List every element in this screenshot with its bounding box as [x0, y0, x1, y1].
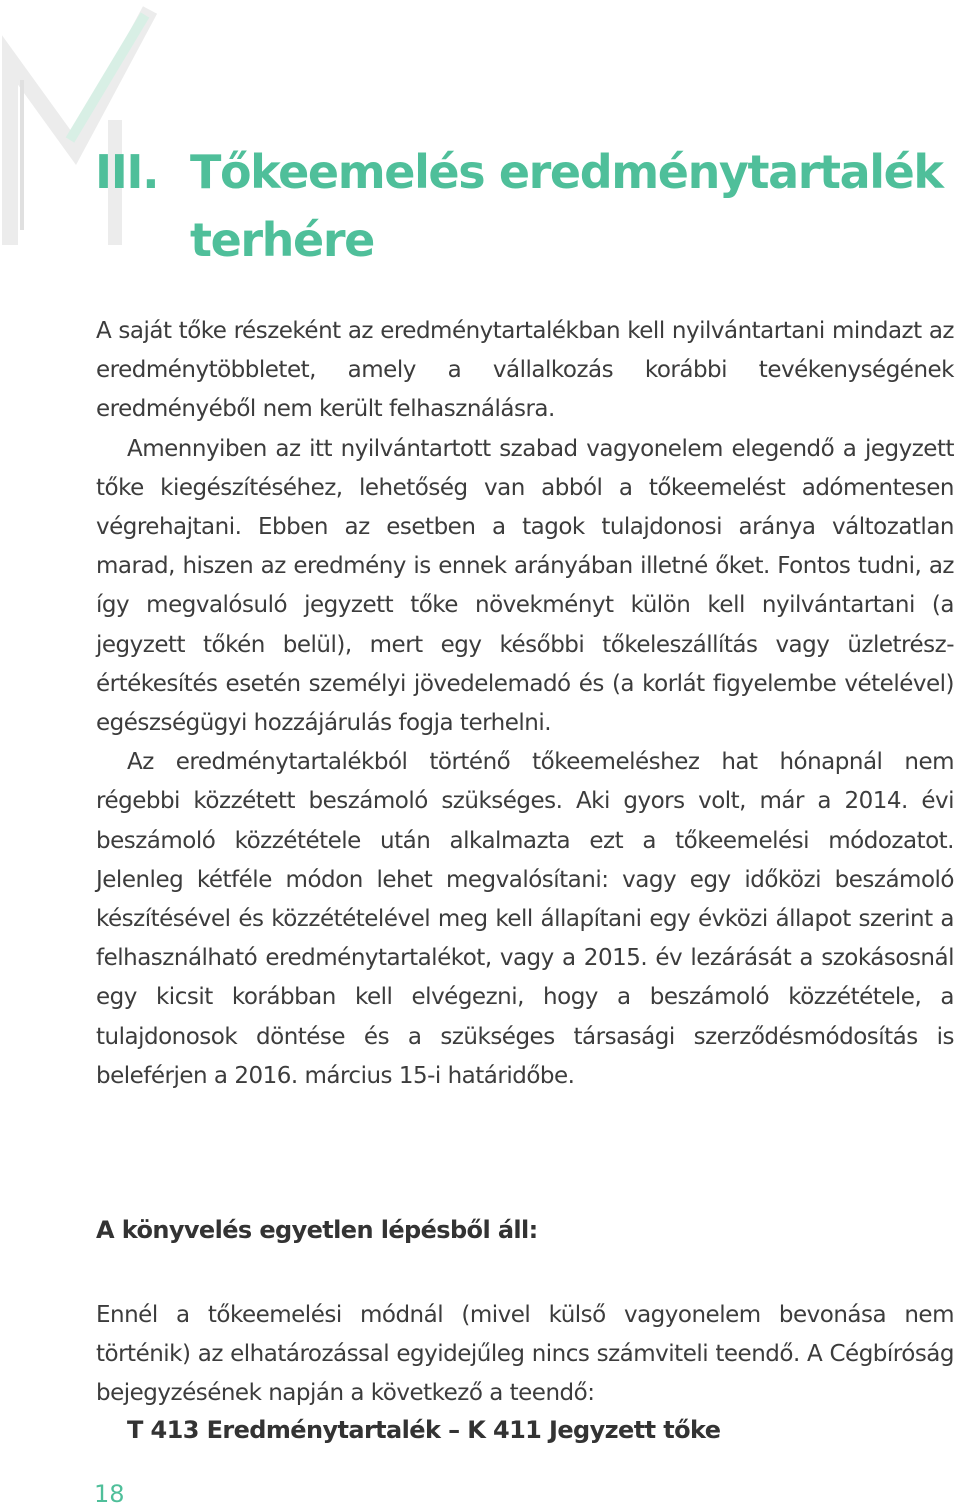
section-subheading: A könyvelés egyetlen lépésből áll: [96, 1216, 538, 1244]
chapter-number: III. [95, 145, 159, 199]
closing-text [96, 1296, 954, 1414]
chapter-title: Tőkeemelés eredménytartalék terhére [190, 145, 943, 267]
page-number: 18 [94, 1480, 125, 1508]
body-text [96, 312, 954, 1096]
paragraph: A saját tőke részeként az eredménytartalékban kell nyilvántartani mindazt az eredménytöbbletet, amely a vállalkozás korábbi tevékenységének eredményéből nem került felhasználásra. [96, 318, 954, 423]
paragraph: Az eredménytartalékból történő tőkeemeléshez hat hónapnál nem régebbi közzétett beszámoló szükséges. Aki gyors volt, már a 2014. évi beszámoló közzététele után alkalmazta ezt a tőkeemelési módozatot. Jelenleg kétféle módon lehet megvalósítani: vagy egy időközi beszámoló készítésével és közzétételével meg kell állapítani egy évközi állapot szerint a felhasználható eredménytartalékot, vagy a 2015. év lezárását a szokásosnál egy kicsit korábban kell elvégezni, hogy a beszámoló közzététele, a tulajdonosok döntése és a szükséges társasági szerződésmódosítás is beleférjen a 2016. március 15-i határidőbe. [96, 749, 954, 1089]
paragraph: Ennél a tőkeemelési módnál (mivel külső vagyonelem bevonása nem történik) az elhatározással egyidejűleg nincs számviteli teendő. A Cégbíróság bejegyzésének napján a következő a teendő: [96, 1302, 954, 1407]
logo-checkmark-icon [0, 0, 170, 250]
paragraph: Amennyiben az itt nyilvántartott szabad vagyonelem elegendő a jegyzett tőke kiegészítéséhez, lehetőség van abból a tőkeemelést adómentesen végrehajtani. Ebben az esetben a tagok tulajdonosi aránya változatlan marad, hiszen az eredmény is ennek arányában illetné őket. Fontos tudni, az így megvalósuló jegyzett tőke növekményt külön kell nyilvántartani (a jegyzett tőkén belül), mert egy későbbi tőkeleszállítás vagy üzletrész-értékesítés esetén személyi jövedelemadó és (a korlát figyelembe vételével) egészségügyi hozzájárulás fogja terhelni. [96, 435, 954, 737]
accounting-entry: T 413 Eredménytartalék – K 411 Jegyzett tőke [127, 1416, 721, 1444]
